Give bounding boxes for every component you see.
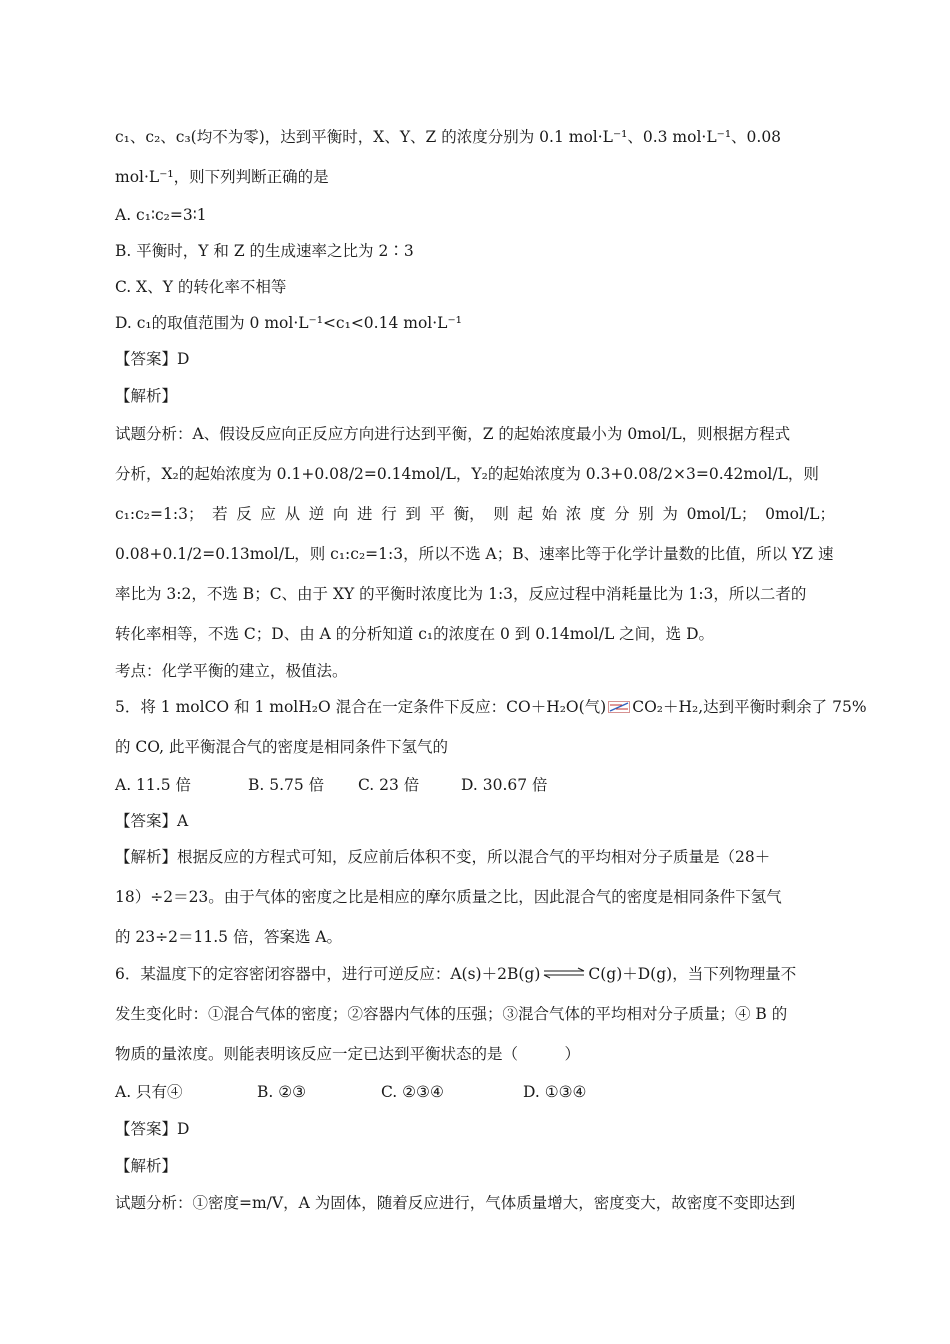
q6-analysis-title: 【解析】 (115, 1157, 178, 1175)
q5-stem-line2: 的 CO, 此平衡混合气的密度是相同条件下氢气的 (115, 738, 448, 756)
q4-option-b: B. 平衡时，Y 和 Z 的生成速率之比为 2∶3 (115, 242, 414, 260)
q4-kaodian: 考点：化学平衡的建立，极值法。 (115, 662, 348, 680)
q5-options (115, 775, 548, 795)
q5-explanation-line3: 的 23÷2＝11.5 倍，答案选 A。 (115, 928, 343, 946)
q4-analysis-line3: c₁:c₂=1:3； 若 反 应 从 逆 向 进 行 到 平 衡， 则 起 始 浓 度 分 别 为 0mol/L； 0mol/L； (115, 505, 835, 523)
q4-analysis-line4: 0.08+0.1/2=0.13mol/L，则 c₁:c₂=1:3，所以不选 A；B、速率比等于化学计量数的比值，所以 YZ 速 (115, 545, 834, 563)
reversible-arrow-icon (542, 967, 586, 979)
q5-option-b: B. 5.75 倍 (248, 776, 325, 794)
q4-analysis-line2: 分析，X₂的起始浓度为 0.1+0.08/2=0.14mol/L，Y₂的起始浓度为 0.3+0.08/2×3=0.42mol/L，则 (115, 465, 819, 483)
q4-analysis-line6: 转化率相等，不选 C；D、由 A 的分析知道 c₁的浓度在 0 到 0.14mol/L 之间，选 D。 (115, 625, 715, 643)
q6-option-a: A. 只有④ (115, 1083, 183, 1101)
equilibrium-arrow-icon (608, 701, 630, 713)
q4-analysis-line5: 率比为 3:2，不选 B；C、由于 XY 的平衡时浓度比为 1:3，反应过程中消耗量比为 1:3，所以二者的 (115, 585, 807, 603)
q4-analysis-title: 【解析】 (115, 387, 178, 405)
q6-option-b: B. ②③ (257, 1083, 307, 1101)
q4-option-c: C. X、Y 的转化率不相等 (115, 278, 287, 296)
q5-stem-line1: 5．将 1 molCO 和 1 molH₂O 混合在一定条件下反应：CO＋H₂O(气) CO₂＋H₂,达到平衡时剩余了 75% (115, 698, 867, 716)
q5-explanation-line2: 18）÷2＝23。由于气体的密度之比是相应的摩尔质量之比，因此混合气的密度是相同条件下氢气 (115, 888, 782, 906)
q6-option-d: D. ①③④ (523, 1083, 587, 1101)
q6-option-c: C. ②③④ (381, 1083, 444, 1101)
q4-answer: 【答案】D (115, 350, 190, 368)
q6-stem-line1: 6．某温度下的定容密闭容器中，进行可逆反应：A(s)＋2B(g) C(g)＋D(g)，当下列物理量不 (115, 965, 797, 983)
q6-options (115, 1082, 586, 1102)
q4-analysis-line1: 试题分析：A、假设反应向正反应方向进行达到平衡，Z 的起始浓度最小为 0mol/L，则根据方程式 (115, 425, 791, 443)
q6-analysis-line1: 试题分析：①密度=m/V，A 为固体，随着反应进行，气体质量增大，密度变大，故密度不变即达到 (115, 1194, 796, 1212)
q4-stem-line2: mol·L⁻¹，则下列判断正确的是 (115, 168, 329, 186)
q4-option-a: A. c₁∶c₂=3∶1 (115, 206, 207, 224)
q6-stem-line2: 发生变化时：①混合气体的密度；②容器内气体的压强；③混合气体的平均相对分子质量；④ B 的 (115, 1005, 788, 1023)
q6-stem-line3: 物质的量浓度。则能表明该反应一定已达到平衡状态的是（ ） (115, 1045, 581, 1063)
q5-option-a: A. 11.5 倍 (115, 776, 191, 794)
q4-option-d: D. c₁的取值范围为 0 mol·L⁻¹<c₁<0.14 mol·L⁻¹ (115, 314, 462, 332)
q5-option-c: C. 23 倍 (358, 776, 420, 794)
q5-answer: 【答案】A (115, 812, 189, 830)
q5-explanation-line1: 【解析】根据反应的方程式可知，反应前后体积不变，所以混合气的平均相对分子质量是（28＋ (115, 848, 771, 866)
q5-option-d: D. 30.67 倍 (461, 776, 548, 794)
q6-answer: 【答案】D (115, 1120, 190, 1138)
q4-stem-line1: c₁、c₂、c₃(均不为零)，达到平衡时，X、Y、Z 的浓度分别为 0.1 mol·L⁻¹、0.3 mol·L⁻¹、0.08 (115, 128, 782, 146)
